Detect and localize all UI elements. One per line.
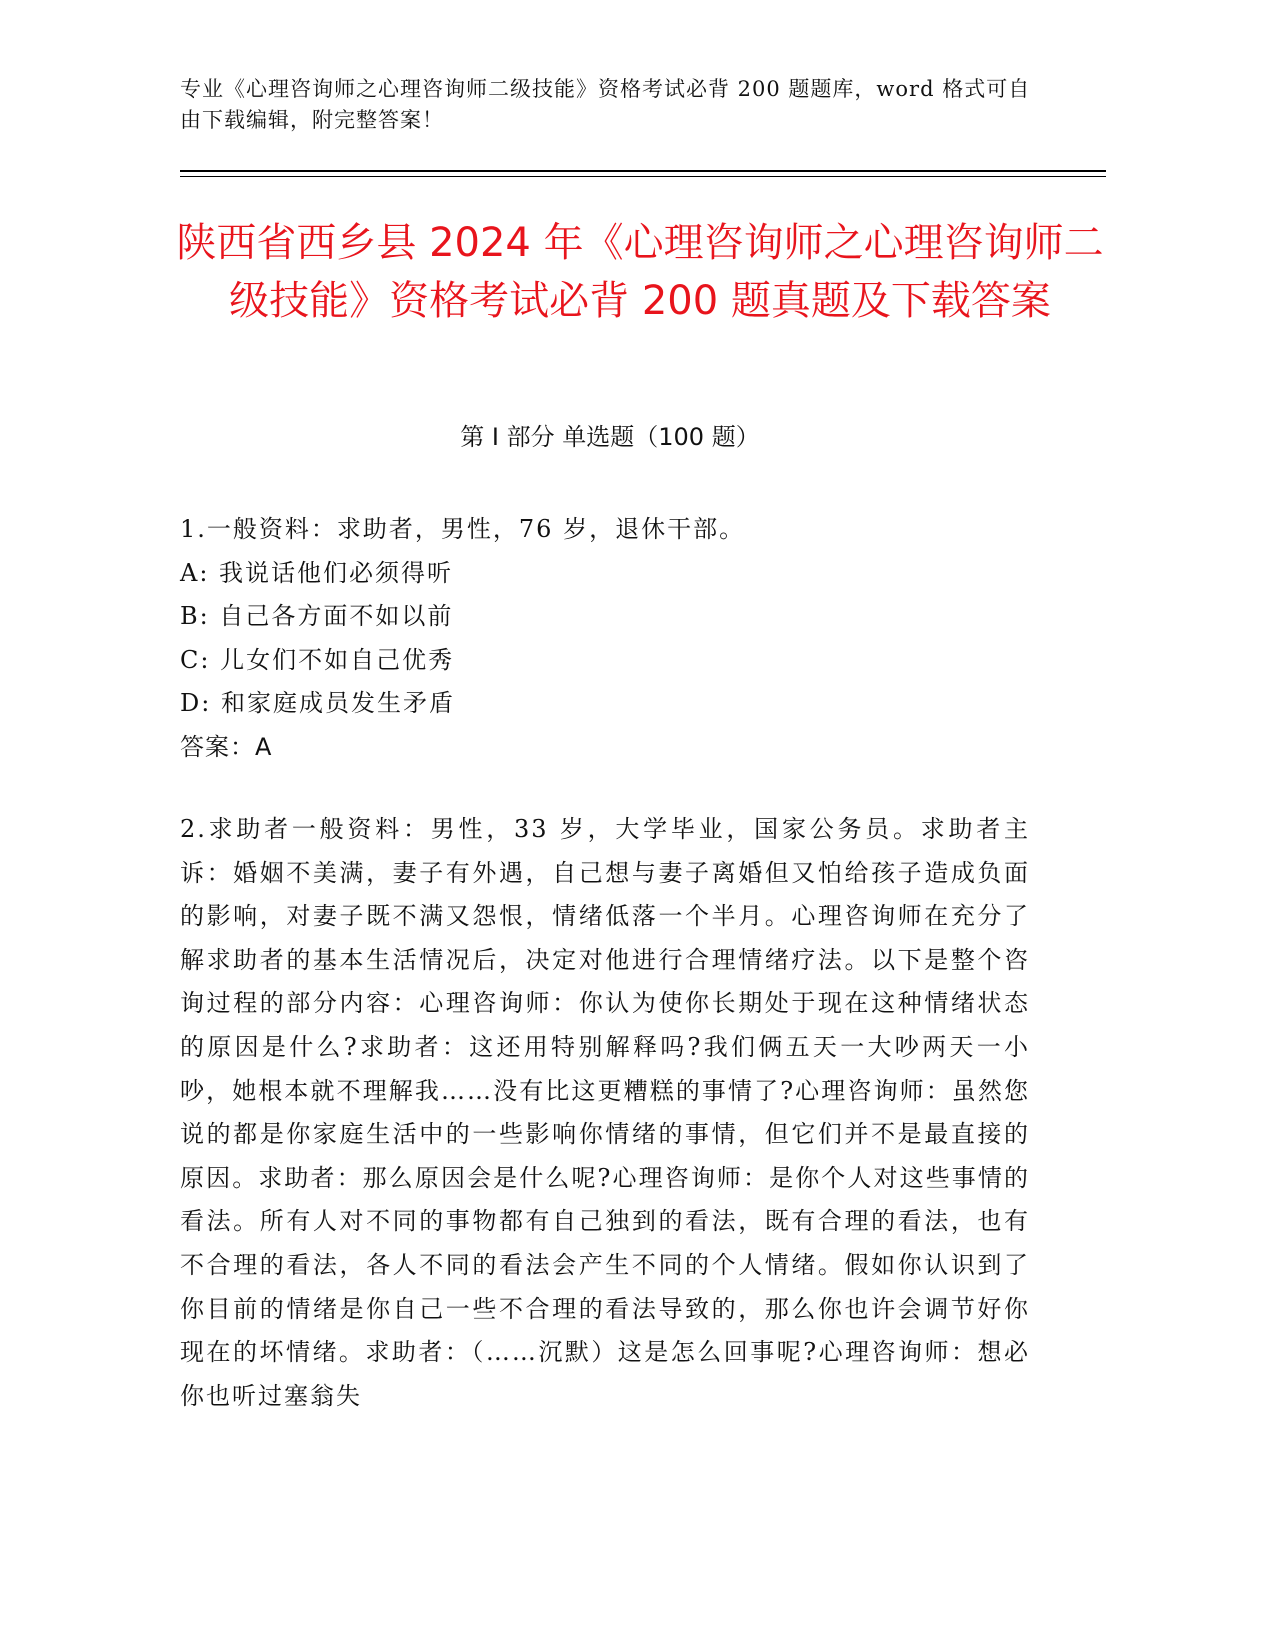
option-a: A: 我说话他们必须得听 bbox=[180, 558, 454, 587]
option-c: C: 儿女们不如自己优秀 bbox=[180, 645, 455, 674]
question-2 bbox=[180, 808, 1030, 1418]
header-note: 专业《心理咨询师之心理咨询师二级技能》资格考试必背 200 题题库，word 格式可自由下载编辑，附完整答案！ bbox=[180, 77, 1031, 132]
section-heading: 第 I 部分 单选题（100 题） bbox=[460, 423, 760, 451]
option-d: D: 和家庭成员发生矛盾 bbox=[180, 689, 455, 717]
question-1 bbox=[180, 508, 1030, 769]
answer-text: 答案：A bbox=[180, 732, 273, 761]
header-rule-thick bbox=[180, 170, 1106, 172]
header-rule-thin bbox=[180, 176, 1106, 177]
option-b: B: 自己各方面不如以前 bbox=[180, 602, 454, 630]
question-stem: 1.一般资料：求助者，男性，76 岁，退休干部。 bbox=[180, 515, 746, 543]
question-stem: 2.求助者一般资料：男性，33 岁，大学毕业，国家公务员。求助者主诉：婚姻不美满，妻子有外遇，自己想与妻子离婚但又怕给孩子造成负面的影响，对妻子既不满又怨恨，情绪低落一个半月。心理咨询师在充分了解求助者的基本生活情况后，决定对他进行合理情绪疗法。以下是整个咨询过程的部分内容：心理咨询师：你认为使你长期处于现在这种情绪状态的原因是什么?求助者：这还用特别解释吗?我们俩五天一大吵两天一小吵，她根本就不理解我……没有比这更糟糕的事情了?心理咨询师：虽然您说的都是你家庭生活中的一些影响你情绪的事情，但它们并不是最直接的原因。求助者：那么原因会是什么呢?心理咨询师：是你个人对这些事情的看法。所有人对不同的事物都有自己独到的看法，既有合理的看法，也有不合理的看法，各人不同的看法会产生不同的个人情绪。假如你认识到了你目前的情绪是你自己一些不合理的看法导致的，那么你也许会调节好你现在的坏情绪。求助者：（……沉默）这是怎么回事呢?心理咨询师：想必你也听过塞翁失 bbox=[180, 815, 1030, 1410]
document-title: 陕西省西乡县 2024 年《心理咨询师之心理咨询师二级技能》资格考试必背 200 题真题及下载答案 bbox=[176, 220, 1104, 324]
